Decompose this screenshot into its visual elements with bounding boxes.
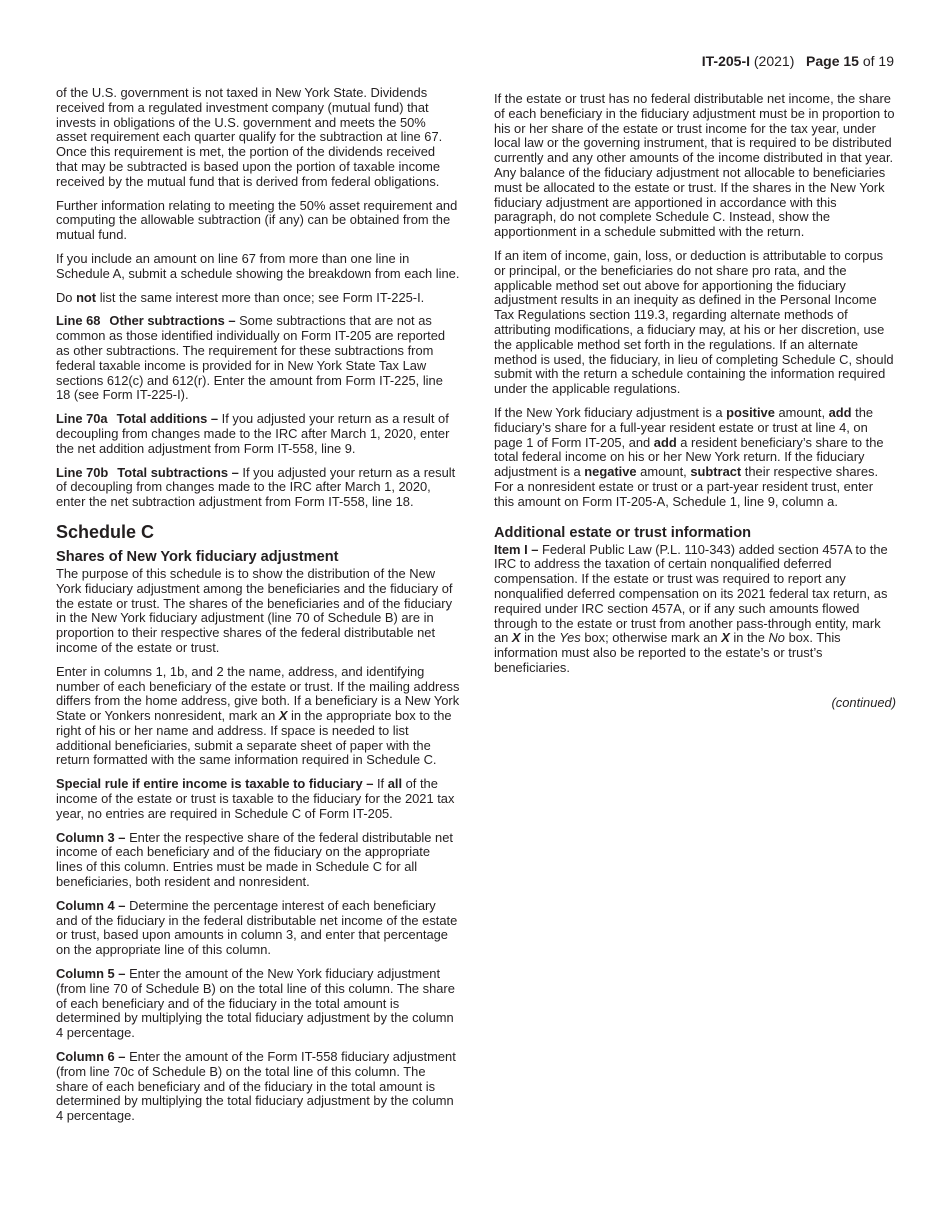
column-title: Column 6 – (56, 1049, 126, 1065)
text: their respective shares. For a nonresident estate or trust or a part-year resident trust, enter this amount on Form IT-205-A, Schedule 1, line 9, column a. (494, 464, 879, 509)
emphasis: add (653, 434, 677, 450)
text: amount, (636, 464, 691, 480)
page-total: of 19 (862, 53, 894, 69)
text: box. This information must also be reported to the estate’s or trust’s beneficiaries. (494, 630, 841, 675)
emphasis: positive (726, 404, 775, 420)
column-4-instruction (56, 899, 460, 958)
yes-term: Yes (559, 630, 581, 646)
paragraph: If an item of income, gain, loss, or deduction is attributable to corpus or principal, or the beneficiaries do not share pro rata, and the applicable method set out above for apportioning the fiduciary adjustment results in an inequity as defined in the Personal Income Tax Regulations section 119.3, regarding alternate methods of attributing modifications, a fiduciary may, at his or her discretion, use the applicable method set forth in the regulations. If an alternate method is used, the fiduciary, in lieu of completing Schedule C, should submit with the return a schedule containing the information required under the applicable regulations. (494, 247, 894, 397)
text: Enter the amount of the Form IT-558 fiduciary adjustment (from line 70c of Schedule B) on the total line of this column. The share of each beneficiary and of the fiduciary in the total amount is determined by multiplying the total fiduciary adjustment by the column 4 percentage. (56, 1049, 456, 1124)
x-mark: X (511, 630, 521, 646)
column-3-instruction (56, 831, 460, 890)
column-6-instruction (56, 1050, 460, 1124)
text: Enter the amount of the New York fiduciary adjustment (from line 70 of Schedule B) on the total line of this column. The share of each beneficiary and of the fiduciary in the total amount is determined by multiplying the total fiduciary adjustment by the column 4 percentage. (56, 966, 455, 1041)
line-label: Line 68 (56, 313, 101, 329)
rule-title: Special rule if entire income is taxable to fiduciary – (56, 776, 374, 792)
x-mark: X (278, 708, 288, 724)
line-68-instruction (56, 314, 460, 403)
form-id: IT-205-I (701, 53, 750, 69)
text: a resident beneficiary’s share to the total federal income on his or her New York return. If the fiduciary adjustment is a (494, 434, 884, 480)
line-label: Line 70b (56, 464, 109, 480)
text: box; otherwise mark an (580, 630, 722, 646)
item-title: Item I – (494, 541, 539, 557)
paragraph: of the U.S. government is not taxed in New York State. Dividends received from a regulated investment company (mutual fund) that invests in obligations of the U.S. government and meets the 50% asset requirement each quarter qualify for the subtraction at line 67. Once this requirement is met, the portion of the dividends received that may be subtracted is based upon the portion of taxable income received by the mutual fund that is derived from federal obligations. (56, 85, 443, 189)
paragraph (56, 291, 460, 306)
form-year: (2021) (753, 53, 795, 69)
special-rule (56, 777, 460, 821)
paragraph: Further information relating to meeting the 50% asset requirement and computing the allowable subtraction (if any) can be obtained from the mutual fund. (56, 197, 458, 243)
column-title: Column 4 – (56, 897, 126, 913)
emphasis: subtract (690, 464, 742, 480)
page-number: Page 15 (806, 53, 859, 69)
emphasis: not (76, 289, 97, 305)
text: list the same interest more than once; see Form IT-225-I. (96, 289, 425, 305)
text: Do (56, 289, 77, 305)
text: Determine the percentage interest of each beneficiary and of the fiduciary in the federal distributable net income of the estate or trust, based upon amounts in column 3, and enter that percentage on the appropriate line of this column. (56, 897, 458, 958)
paragraph (494, 406, 896, 510)
column-title: Column 5 – (56, 966, 126, 982)
line-title: Total additions – (116, 411, 219, 427)
text: Federal Public Law (P.L. 110-343) added section 457A to the IRC to address the taxation of certain nonqualified deferred compensation. If the estate or trust was required to report any nonqualified deferred compensation on its 2021 federal tax return, as required under IRC section 457A, or if any such amounts flowed through to the estate or trust from another pass-through entity, mark an (494, 541, 888, 646)
text: If you adjusted your return as a result of decoupling from changes made to the IRC after March 1, 2020, enter the net addition adjustment from Form IT-558, line 9. (56, 411, 450, 456)
section-subtitle: Additional estate or trust information (494, 524, 752, 541)
text: in the appropriate box to the right of his or her name and address. If space is needed to list additional beneficiaries, submit a separate sheet of paper with the return formatted with the same information required in Schedule C. (56, 708, 452, 768)
item-i-instruction (494, 543, 896, 676)
x-mark: X (721, 630, 730, 646)
section-title: Schedule C (56, 521, 155, 542)
text: If the New York fiduciary adjustment is a (494, 404, 727, 420)
column-5-instruction (56, 967, 460, 1041)
paragraph (56, 665, 460, 769)
text: the fiduciary’s share for a full-year resident estate or trust at line 4, on page 1 of Form IT-205, and (494, 404, 874, 450)
text: Enter the respective share of the federal distributable net income of each beneficiary and of the fiduciary on the appropriate lines of this column. Entries must be made in Schedule C for all beneficiaries, both resident and nonresident. (56, 829, 453, 890)
line-label: Line 70a (56, 411, 108, 427)
line-title: Other subtractions – (109, 313, 236, 329)
page-header (702, 53, 894, 70)
text: in the (520, 630, 560, 646)
paragraph: The purpose of this schedule is to show the distribution of the New York fiduciary adjustment among the beneficiaries and the fiduciary of the estate or trust. The shares of the beneficiaries and of the fiduciary in the New York fiduciary adjustment (line 70 of Schedule B) are in proportion to their respective shares of the federal distributable net income of the estate or trust. (56, 565, 453, 655)
right-column (494, 92, 896, 710)
text: If you adjusted your return as a result of decoupling from changes made to the IRC after March 1, 2020, enter the net subtraction adjustment from Form IT-558, line 18. (56, 464, 456, 510)
text: of the income of the estate or trust is taxable to the fiduciary for the 2021 tax year, no entries are required in Schedule C of Form IT-205. (56, 776, 455, 821)
paragraph: If the estate or trust has no federal distributable net income, the share of each beneficiary in the fiduciary adjustment must be in proportion to his or her share of the estate or trust income for the tax year, under local law or the governing instrument, that is required to be distributed currently and any other amounts of the income distributed in that year. Any balance of the fiduciary adjustment not allocable to beneficiaries must be allocated to the estate or trust. If the shares in the New York fiduciary adjustment are apportioned in accordance with this paragraph, do not complete Schedule C. Instead, show the apportionment in a schedule submitted with the return. (494, 91, 895, 240)
line-70b-instruction (56, 466, 460, 510)
left-column (56, 86, 460, 1133)
emphasis: all (387, 776, 403, 792)
continued-note: (continued) (831, 694, 896, 710)
text: If (373, 776, 388, 792)
column-title: Column 3 – (56, 829, 126, 845)
text: Enter in columns 1, 1b, and 2 the name, address, and identifying number of each beneficiary of the estate or trust. If the mailing address differs from the home address, give both. If a beneficiary is a New York State or Yonkers nonresident, mark an (56, 663, 460, 724)
paragraph: If you include an amount on line 67 from more than one line in Schedule A, submit a schedule showing the breakdown from each line. (56, 250, 460, 281)
emphasis: add (828, 404, 852, 420)
section-subtitle: Shares of New York fiduciary adjustment (56, 548, 339, 565)
text: in the (729, 630, 769, 646)
line-title: Total subtractions – (117, 464, 239, 480)
no-term: No (768, 630, 785, 646)
emphasis: negative (584, 464, 637, 480)
text: Some subtractions that are not as common as those identified individually on Form IT-205 are reported as other subtractions. The requirement for these subtractions from federal taxable income is provided for in New York State Tax Law sections 612(c) and 612(r). Enter the amount from Form IT-225, line 18 (see Form IT-225-I). (56, 313, 446, 403)
text: amount, (774, 404, 829, 420)
line-70a-instruction (56, 412, 460, 456)
